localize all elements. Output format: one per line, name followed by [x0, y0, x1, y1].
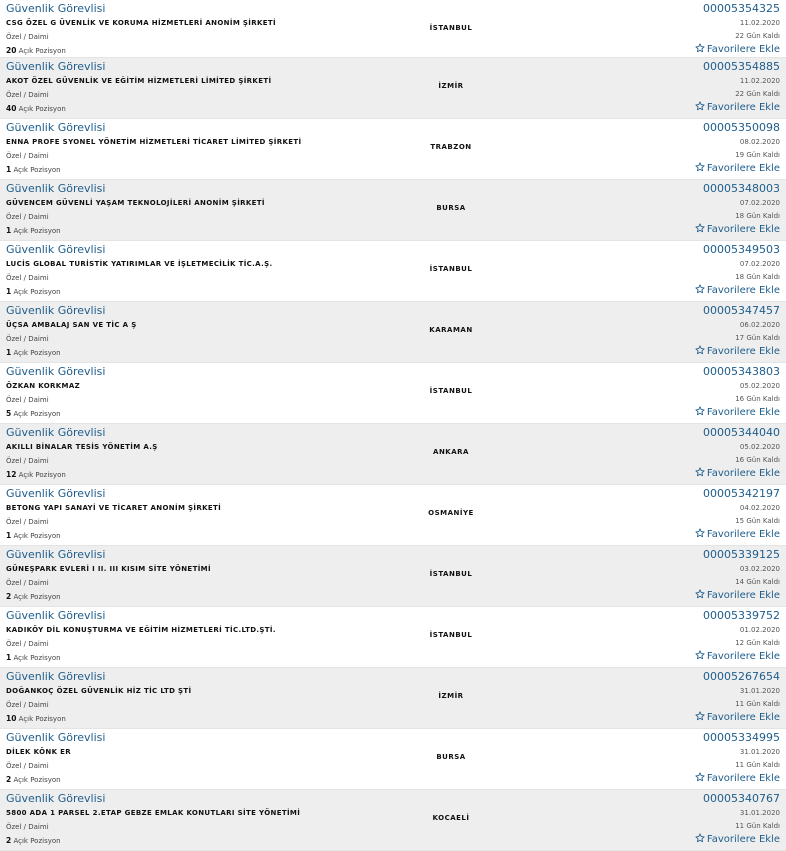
star-icon [695, 101, 705, 111]
job-city: BURSA [436, 753, 466, 761]
job-id-link[interactable]: 00005350098 [703, 121, 780, 134]
days-left-label: Gün Kaldı [746, 90, 780, 98]
star-icon [695, 223, 705, 233]
job-id-link[interactable]: 00005347457 [703, 304, 780, 317]
company-name: DOĞANKOÇ ÖZEL GÜVENLİK HİZ TİC LTD ŞTİ [6, 687, 192, 695]
company-name: AKOT ÖZEL GÜVENLİK VE EĞİTİM HİZMETLERİ LİMİTED ŞİRKETİ [6, 77, 272, 85]
open-positions-label: Açık Pozisyon [18, 47, 66, 55]
open-positions-label: Açık Pozisyon [13, 837, 61, 845]
job-title-link[interactable]: Güvenlik Görevlisi [6, 487, 106, 500]
open-positions-label: Açık Pozisyon [13, 410, 61, 418]
job-city: KARAMAN [429, 326, 473, 334]
posting-date: 05.02.2020 [739, 443, 780, 451]
job-title-link[interactable]: Güvenlik Görevlisi [6, 243, 106, 256]
posting-date: 07.02.2020 [739, 260, 780, 268]
days-left [735, 822, 780, 830]
posting-date: 11.02.2020 [739, 19, 780, 27]
star-icon [695, 589, 705, 599]
add-to-favorites-label: Favorilere Ekle [706, 224, 780, 235]
job-id-link[interactable]: 00005348003 [703, 182, 780, 195]
add-to-favorites-label: Favorilere Ekle [706, 590, 780, 601]
days-left [735, 90, 780, 98]
employment-type: Özel / Daimi [6, 701, 49, 709]
days-left-label: Gün Kaldı [746, 822, 780, 830]
job-id-link[interactable]: 00005349503 [703, 243, 780, 256]
posting-date: 31.01.2020 [739, 748, 780, 756]
job-id-link[interactable]: 00005344040 [703, 426, 780, 439]
job-title-link[interactable]: Güvenlik Görevlisi [6, 548, 106, 561]
days-left [735, 32, 780, 40]
posting-date: 31.01.2020 [739, 687, 780, 695]
job-listing-row [0, 180, 786, 241]
add-to-favorites-button[interactable] [695, 101, 780, 113]
company-name: KADIKÖY DİL KONUŞTURMA VE EĞİTİM HİZMETLERİ TİC.LTD.ŞTİ. [6, 626, 276, 634]
add-to-favorites-button[interactable] [695, 711, 780, 723]
employment-type: Özel / Daimi [6, 213, 49, 221]
open-positions [6, 531, 61, 540]
open-positions-count: 1 [6, 653, 12, 662]
job-listing-row [0, 485, 786, 546]
days-left-count: 11 [735, 822, 745, 830]
open-positions-label: Açık Pozisyon [13, 349, 61, 357]
posting-date: 11.02.2020 [739, 77, 780, 85]
company-name: LUCİS GLOBAL TURİSTİK YATIRIMLAR VE İŞLETMECİLİK TİC.A.Ş. [6, 260, 273, 268]
job-title-link[interactable]: Güvenlik Görevlisi [6, 182, 106, 195]
add-to-favorites-label: Favorilere Ekle [706, 285, 780, 296]
add-to-favorites-label: Favorilere Ekle [706, 712, 780, 723]
job-id-link[interactable]: 00005334995 [703, 731, 780, 744]
days-left [735, 212, 780, 220]
days-left-count: 18 [735, 212, 745, 220]
days-left-count: 16 [735, 395, 745, 403]
add-to-favorites-label: Favorilere Ekle [706, 44, 780, 55]
add-to-favorites-button[interactable] [695, 528, 780, 540]
days-left-count: 11 [735, 700, 745, 708]
open-positions-label: Açık Pozisyon [18, 471, 66, 479]
job-id-link[interactable]: 00005354885 [703, 60, 780, 73]
days-left-label: Gün Kaldı [746, 32, 780, 40]
add-to-favorites-button[interactable] [695, 162, 780, 174]
add-to-favorites-label: Favorilere Ekle [706, 773, 780, 784]
star-icon [695, 650, 705, 660]
job-listing-row [0, 607, 786, 668]
open-positions [6, 836, 61, 845]
add-to-favorites-button[interactable] [695, 406, 780, 418]
star-icon [695, 467, 705, 477]
company-name: CSG ÖZEL G ÜVENLİK VE KORUMA HİZMETLERİ ANONİM ŞİRKETİ [6, 19, 276, 27]
open-positions-count: 1 [6, 287, 12, 296]
employment-type: Özel / Daimi [6, 823, 49, 831]
job-title-link[interactable]: Güvenlik Görevlisi [6, 609, 106, 622]
job-id-link[interactable]: 00005267654 [703, 670, 780, 683]
company-name: ÜÇSA AMBALAJ SAN VE TİC A Ş [6, 321, 137, 329]
add-to-favorites-label: Favorilere Ekle [706, 529, 780, 540]
posting-date: 07.02.2020 [739, 199, 780, 207]
job-city: İZMİR [438, 82, 464, 90]
add-to-favorites-button[interactable] [695, 43, 780, 55]
open-positions [6, 104, 66, 113]
add-to-favorites-label: Favorilere Ekle [706, 163, 780, 174]
job-city: İSTANBUL [429, 265, 473, 273]
posting-date: 01.02.2020 [739, 626, 780, 634]
job-id-link[interactable]: 00005340767 [703, 792, 780, 805]
star-icon [695, 711, 705, 721]
add-to-favorites-label: Favorilere Ekle [706, 834, 780, 845]
open-positions [6, 348, 61, 357]
job-title-link[interactable]: Güvenlik Görevlisi [6, 731, 106, 744]
job-listing-row [0, 58, 786, 119]
open-positions-count: 1 [6, 226, 12, 235]
star-icon [695, 528, 705, 538]
add-to-favorites-button[interactable] [695, 833, 780, 845]
add-to-favorites-button[interactable] [695, 772, 780, 784]
job-listing-row [0, 668, 786, 729]
employment-type: Özel / Daimi [6, 457, 49, 465]
days-left-label: Gün Kaldı [746, 456, 780, 464]
employment-type: Özel / Daimi [6, 640, 49, 648]
star-icon [695, 43, 705, 53]
days-left [735, 639, 780, 647]
job-title-link[interactable]: Güvenlik Görevlisi [6, 60, 106, 73]
job-city: BURSA [436, 204, 466, 212]
days-left-label: Gün Kaldı [746, 151, 780, 159]
star-icon [695, 833, 705, 843]
days-left-count: 16 [735, 456, 745, 464]
job-listing-row [0, 302, 786, 363]
job-listing-row [0, 363, 786, 424]
days-left [735, 517, 780, 525]
job-id-link[interactable]: 00005343803 [703, 365, 780, 378]
posting-date: 06.02.2020 [739, 321, 780, 329]
add-to-favorites-label: Favorilere Ekle [706, 346, 780, 357]
company-name: DİLEK KÖNK ER [6, 748, 72, 756]
open-positions [6, 714, 66, 723]
open-positions-count: 2 [6, 592, 12, 601]
days-left-label: Gün Kaldı [746, 639, 780, 647]
add-to-favorites-label: Favorilere Ekle [706, 468, 780, 479]
open-positions-count: 5 [6, 409, 12, 418]
days-left-count: 22 [735, 32, 745, 40]
company-name: BETONG YAPI SANAYİ VE TİCARET ANONİM ŞİRKETİ [6, 504, 222, 512]
days-left-label: Gün Kaldı [746, 273, 780, 281]
open-positions-label: Açık Pozisyon [13, 776, 61, 784]
employment-type: Özel / Daimi [6, 274, 49, 282]
job-listing-row [0, 424, 786, 485]
days-left [735, 334, 780, 342]
company-name: 5800 ADA 1 PARSEL 2.ETAP GEBZE EMLAK KONUTLARI SİTE YÖNETİMİ [6, 809, 301, 817]
job-city: TRABZON [430, 143, 472, 151]
open-positions-label: Açık Pozisyon [13, 532, 61, 540]
open-positions-count: 1 [6, 531, 12, 540]
job-city: İSTANBUL [429, 24, 473, 32]
job-city: OSMANİYE [428, 509, 474, 517]
employment-type: Özel / Daimi [6, 396, 49, 404]
days-left-label: Gün Kaldı [746, 700, 780, 708]
days-left-label: Gün Kaldı [746, 334, 780, 342]
job-id-link[interactable]: 00005339125 [703, 548, 780, 561]
open-positions-count: 20 [6, 46, 17, 55]
employment-type: Özel / Daimi [6, 152, 49, 160]
company-name: ENNA PROFE SYONEL YÖNETİM HİZMETLERİ TİCARET LİMİTED ŞİRKETİ [6, 138, 302, 146]
open-positions-label: Açık Pozisyon [13, 227, 61, 235]
days-left-count: 19 [735, 151, 745, 159]
star-icon [695, 162, 705, 172]
days-left-count: 12 [735, 639, 745, 647]
add-to-favorites-button[interactable] [695, 284, 780, 296]
job-city: KOCAELİ [432, 814, 470, 822]
job-listing-row [0, 241, 786, 302]
employment-type: Özel / Daimi [6, 579, 49, 587]
star-icon [695, 284, 705, 294]
employment-type: Özel / Daimi [6, 518, 49, 526]
open-positions-count: 2 [6, 836, 12, 845]
days-left-count: 15 [735, 517, 745, 525]
star-icon [695, 772, 705, 782]
days-left [735, 578, 780, 586]
open-positions-count: 10 [6, 714, 17, 723]
employment-type: Özel / Daimi [6, 91, 49, 99]
add-to-favorites-button[interactable] [695, 650, 780, 662]
days-left-label: Gün Kaldı [746, 578, 780, 586]
job-title-link[interactable]: Güvenlik Görevlisi [6, 426, 106, 439]
star-icon [695, 406, 705, 416]
add-to-favorites-button[interactable] [695, 467, 780, 479]
days-left [735, 273, 780, 281]
posting-date: 03.02.2020 [739, 565, 780, 573]
open-positions [6, 226, 61, 235]
add-to-favorites-label: Favorilere Ekle [706, 651, 780, 662]
days-left [735, 761, 780, 769]
open-positions [6, 470, 66, 479]
add-to-favorites-button[interactable] [695, 223, 780, 235]
job-listing-row [0, 729, 786, 790]
job-city: İSTANBUL [429, 570, 473, 578]
job-title-link[interactable]: Güvenlik Görevlisi [6, 304, 106, 317]
employment-type: Özel / Daimi [6, 33, 49, 41]
job-title-link[interactable]: Güvenlik Görevlisi [6, 2, 106, 15]
days-left [735, 456, 780, 464]
days-left-count: 22 [735, 90, 745, 98]
days-left-label: Gün Kaldı [746, 761, 780, 769]
job-city: ANKARA [433, 448, 469, 456]
company-name: GÜNEŞPARK EVLERİ I II. III KISIM SİTE YÖNETİMİ [6, 565, 211, 573]
posting-date: 08.02.2020 [739, 138, 780, 146]
job-city: İSTANBUL [429, 631, 473, 639]
posting-date: 31.01.2020 [739, 809, 780, 817]
add-to-favorites-button[interactable] [695, 589, 780, 601]
days-left-label: Gün Kaldı [746, 395, 780, 403]
open-positions-count: 12 [6, 470, 17, 479]
open-positions-count: 1 [6, 165, 12, 174]
posting-date: 05.02.2020 [739, 382, 780, 390]
company-name: ÖZKAN KORKMAZ [6, 382, 81, 390]
open-positions [6, 165, 61, 174]
add-to-favorites-label: Favorilere Ekle [706, 407, 780, 418]
job-listing-row [0, 0, 786, 58]
job-id-link[interactable]: 00005354325 [703, 2, 780, 15]
posting-date: 04.02.2020 [739, 504, 780, 512]
job-listing-row [0, 119, 786, 180]
job-id-link[interactable]: 00005339752 [703, 609, 780, 622]
company-name: GÜVENCEM GÜVENLİ YAŞAM TEKNOLOJİLERİ ANONİM ŞİRKETİ [6, 199, 265, 207]
job-title-link[interactable]: Güvenlik Görevlisi [6, 121, 106, 134]
open-positions [6, 592, 61, 601]
open-positions [6, 653, 61, 662]
open-positions-label: Açık Pozisyon [13, 166, 61, 174]
days-left [735, 700, 780, 708]
add-to-favorites-button[interactable] [695, 345, 780, 357]
days-left [735, 395, 780, 403]
open-positions [6, 287, 61, 296]
job-city: İZMİR [438, 692, 464, 700]
star-icon [695, 345, 705, 355]
job-title-link[interactable]: Güvenlik Görevlisi [6, 365, 106, 378]
job-listing-row [0, 546, 786, 607]
job-city: İSTANBUL [429, 387, 473, 395]
days-left-count: 11 [735, 761, 745, 769]
open-positions-label: Açık Pozisyon [18, 105, 66, 113]
job-title-link[interactable]: Güvenlik Görevlisi [6, 670, 106, 683]
company-name: AKILLI BİNALAR TESİS YÖNETİM A.Ş [6, 443, 158, 451]
days-left-count: 18 [735, 273, 745, 281]
days-left-count: 17 [735, 334, 745, 342]
add-to-favorites-label: Favorilere Ekle [706, 102, 780, 113]
open-positions-label: Açık Pozisyon [13, 654, 61, 662]
employment-type: Özel / Daimi [6, 762, 49, 770]
open-positions-count: 40 [6, 104, 17, 113]
job-id-link[interactable]: 00005342197 [703, 487, 780, 500]
open-positions [6, 46, 66, 55]
days-left-label: Gün Kaldı [746, 517, 780, 525]
days-left-label: Gün Kaldı [746, 212, 780, 220]
days-left-count: 14 [735, 578, 745, 586]
open-positions [6, 775, 61, 784]
days-left [735, 151, 780, 159]
open-positions-count: 1 [6, 348, 12, 357]
open-positions-count: 2 [6, 775, 12, 784]
open-positions-label: Açık Pozisyon [13, 288, 61, 296]
open-positions-label: Açık Pozisyon [13, 593, 61, 601]
open-positions [6, 409, 61, 418]
employment-type: Özel / Daimi [6, 335, 49, 343]
open-positions-label: Açık Pozisyon [18, 715, 66, 723]
job-title-link[interactable]: Güvenlik Görevlisi [6, 792, 106, 805]
job-listing-row [0, 790, 786, 851]
